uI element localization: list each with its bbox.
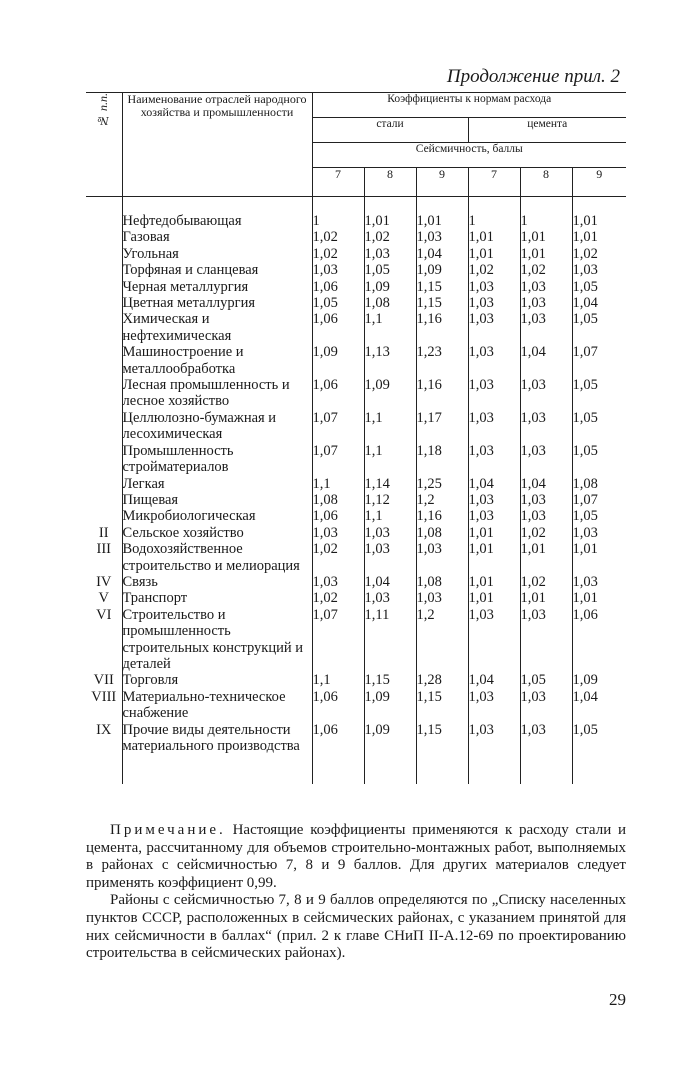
- coefficient-cell: 1,04: [416, 246, 468, 262]
- score-header: 9: [572, 168, 626, 197]
- coefficient-cell: 1,03: [468, 508, 520, 524]
- coefficient-cell: 1,05: [572, 410, 626, 443]
- row-number: VI: [96, 606, 112, 623]
- coefficient-cell: 1,01: [468, 574, 520, 590]
- coefficient-cell: 1,02: [468, 262, 520, 278]
- coefficient-cell: 1,03: [468, 311, 520, 344]
- coefficient-cell: 1,1: [364, 443, 416, 476]
- table-row: [86, 525, 626, 541]
- coefficient-cell: 1,07: [572, 344, 626, 377]
- coefficient-cell: 1,01: [468, 229, 520, 245]
- coefficient-cell: 1,14: [364, 476, 416, 492]
- note-paragraph-2: Районы с сейсмичностью 7, 8 и 9 баллов определяются по „Списку населенных пунктов СССР, расположенных в сейсмических районах, с указанием принятой для них сейсмичности в баллах“ (прил. 2 к главе СНиП II-А.12-69 по проектированию строительства в сейсмических районах).: [86, 892, 626, 962]
- industry-name: Пищевая: [122, 492, 312, 508]
- industry-name: Транспорт: [122, 590, 312, 606]
- coefficient-cell: 1: [520, 213, 572, 229]
- coefficient-cell: 1,06: [312, 508, 364, 524]
- cement-header: цемента: [468, 118, 626, 143]
- coefficient-cell: 1,01: [572, 229, 626, 245]
- coefficient-cell: 1,03: [468, 689, 520, 722]
- coefficient-cell: 1,04: [468, 672, 520, 688]
- coefficient-cell: 1,1: [364, 311, 416, 344]
- coefficient-cell: 1,09: [364, 377, 416, 410]
- coefficient-cell: 1,05: [572, 279, 626, 295]
- table-row: [86, 541, 626, 574]
- table-row: [86, 295, 626, 311]
- coefficient-cell: 1,09: [572, 672, 626, 688]
- steel-header: стали: [312, 118, 468, 143]
- coefficient-cell: 1,09: [312, 344, 364, 377]
- row-number: [86, 262, 122, 278]
- industry-name: Газовая: [122, 229, 312, 245]
- industry-name: Лесная промышленность и лесное хозяйство: [122, 377, 312, 410]
- table-row: [86, 229, 626, 245]
- coefficient-cell: 1,1: [312, 672, 364, 688]
- industry-name: Прочие виды деятельности материального производства: [122, 722, 312, 755]
- table-row: [86, 377, 626, 410]
- coefficient-cell: 1,09: [364, 722, 416, 755]
- coefficient-cell: 1,03: [520, 607, 572, 673]
- coefficient-cell: 1,03: [468, 279, 520, 295]
- coefficient-cell: 1,03: [416, 541, 468, 574]
- industry-name: Цветная металлургия: [122, 295, 312, 311]
- coefficient-cell: 1,05: [572, 377, 626, 410]
- coefficient-cell: 1,02: [312, 229, 364, 245]
- coefficient-cell: 1,03: [572, 574, 626, 590]
- coefficient-cell: 1,01: [416, 213, 468, 229]
- coefficient-cell: 1,13: [364, 344, 416, 377]
- coefficient-cell: 1,03: [364, 246, 416, 262]
- industry-name: Сельское хозяйство: [122, 525, 312, 541]
- coefficient-cell: 1,01: [520, 590, 572, 606]
- industry-name: Водохозяйственное строительство и мелиорация: [122, 541, 312, 574]
- coefficient-cell: 1,08: [572, 476, 626, 492]
- coefficient-cell: 1,1: [364, 410, 416, 443]
- coefficient-cell: 1,08: [416, 525, 468, 541]
- coefficient-cell: 1,03: [520, 722, 572, 755]
- industry-name: Микробиологическая: [122, 508, 312, 524]
- industry-name: Легкая: [122, 476, 312, 492]
- coefficient-cell: 1,01: [572, 541, 626, 574]
- coefficient-cell: 1,02: [520, 525, 572, 541]
- note-label: Примечание.: [110, 822, 226, 838]
- coefficient-cell: 1,08: [416, 574, 468, 590]
- coefficient-cell: 1,03: [520, 689, 572, 722]
- coefficient-cell: 1,05: [572, 722, 626, 755]
- coefficient-cell: 1,1: [312, 476, 364, 492]
- coefficient-cell: 1,28: [416, 672, 468, 688]
- row-number: II: [98, 524, 109, 541]
- table-row: [86, 689, 626, 722]
- row-number: [86, 295, 122, 311]
- row-number: [86, 279, 122, 295]
- coefficient-cell: 1,03: [312, 525, 364, 541]
- coefficient-cell: 1,03: [468, 443, 520, 476]
- coefficient-cell: 1,03: [520, 377, 572, 410]
- coefficient-cell: 1,03: [520, 508, 572, 524]
- coefficient-cell: 1,03: [364, 541, 416, 574]
- coefficient-cell: 1,05: [572, 508, 626, 524]
- coefficient-cell: 1,16: [416, 508, 468, 524]
- page-number: 29: [609, 990, 626, 1009]
- coefficient-cell: 1,09: [416, 262, 468, 278]
- coefficient-cell: 1,07: [312, 443, 364, 476]
- coefficient-cell: 1,03: [468, 722, 520, 755]
- coefficient-cell: 1,15: [364, 672, 416, 688]
- coefficient-cell: 1,11: [364, 607, 416, 673]
- coefficient-cell: 1,17: [416, 410, 468, 443]
- coefficient-cell: 1,15: [416, 689, 468, 722]
- coefficient-cell: 1,03: [520, 279, 572, 295]
- coefficient-cell: 1,03: [520, 443, 572, 476]
- coefficient-cell: 1,06: [312, 279, 364, 295]
- table-row: [86, 607, 626, 673]
- table-row: [86, 722, 626, 755]
- industry-name: Нефтедобывающая: [122, 213, 312, 229]
- row-number: [86, 311, 122, 344]
- coefficient-cell: 1,06: [312, 722, 364, 755]
- coefficient-cell: 1,15: [416, 279, 468, 295]
- row-number: VIII: [91, 688, 117, 705]
- coefficient-cell: 1,02: [312, 246, 364, 262]
- coefficient-cell: 1,01: [520, 246, 572, 262]
- coefficient-cell: 1,05: [572, 311, 626, 344]
- row-number: [86, 213, 122, 229]
- row-number: VII: [93, 672, 114, 689]
- score-header: 8: [520, 168, 572, 197]
- coefficient-cell: 1,04: [468, 476, 520, 492]
- coefficient-cell: 1,2: [416, 607, 468, 673]
- coefficient-cell: 1,03: [468, 410, 520, 443]
- coefficient-cell: 1,04: [572, 689, 626, 722]
- industry-name: Промышленность стройматериалов: [122, 443, 312, 476]
- industry-name: Химическая и нефтехимическая: [122, 311, 312, 344]
- industry-name: Строительство и промышленность строительных конструкций и деталей: [122, 607, 312, 673]
- table-row: [86, 246, 626, 262]
- row-number: [86, 377, 122, 410]
- coefficient-cell: 1,03: [416, 229, 468, 245]
- coefficient-cell: 1,02: [520, 574, 572, 590]
- table-row: [86, 344, 626, 377]
- row-number: IX: [96, 721, 112, 738]
- note-paragraph-1: Примечание. Настоящие коэффициенты применяются к расходу стали и цемента, рассчитанному для объемов строительно-монтажных работ, выполняемых в районах с сейсмичностью 7, 8 и 9 баллов. Для других материалов следует применять коэффициент 0,99.: [86, 822, 627, 891]
- coefficient-cell: 1,05: [520, 672, 572, 688]
- row-number: [86, 508, 122, 524]
- industry-name: Машиностроение и металлообработка: [122, 344, 312, 377]
- coefficient-cell: 1,02: [312, 590, 364, 606]
- industry-name: Материально-техническое снабжение: [122, 689, 312, 722]
- row-number: [86, 476, 122, 492]
- coefficient-cell: 1,03: [468, 377, 520, 410]
- coefficient-cell: 1,03: [468, 295, 520, 311]
- table-row: [86, 574, 626, 590]
- coefficient-cell: 1,08: [312, 492, 364, 508]
- coefficient-cell: 1,15: [416, 722, 468, 755]
- continuation-title: Продолжение прил. 2: [446, 66, 620, 87]
- coefficient-cell: 1,03: [520, 492, 572, 508]
- industry-name: Связь: [122, 574, 312, 590]
- row-number: [86, 344, 122, 377]
- coefficient-cell: 1: [468, 213, 520, 229]
- table-row: [86, 476, 626, 492]
- row-number: [86, 229, 122, 245]
- coefficient-cell: 1,02: [572, 246, 626, 262]
- industry-name: Черная металлургия: [122, 279, 312, 295]
- coefficient-cell: 1,15: [416, 295, 468, 311]
- coefficient-cell: 1,07: [312, 607, 364, 673]
- table-row: [86, 279, 626, 295]
- coefficient-cell: 1,18: [416, 443, 468, 476]
- coefficient-cell: 1,04: [364, 574, 416, 590]
- score-header: 8: [364, 168, 416, 197]
- table-row: [86, 508, 626, 524]
- coefficient-cell: 1,03: [520, 295, 572, 311]
- coefficient-cell: 1,03: [364, 590, 416, 606]
- coefficient-cell: 1,03: [572, 525, 626, 541]
- industry-name: Целлюлозно-бумажная и лесохимическая: [122, 410, 312, 443]
- row-number: IV: [96, 573, 112, 590]
- col-no-header: № п.п.: [86, 93, 122, 197]
- coefficient-cell: 1,02: [364, 229, 416, 245]
- score-header: 9: [416, 168, 468, 197]
- coefficient-cell: 1,16: [416, 311, 468, 344]
- coefficient-cell: 1,03: [416, 590, 468, 606]
- coefficient-cell: 1,2: [416, 492, 468, 508]
- coefficient-cell: 1,01: [468, 246, 520, 262]
- industry-name: Торговля: [122, 672, 312, 688]
- table-row: [86, 590, 626, 606]
- col-name-header: Наименование отраслей народного хозяйства и промышленности: [122, 93, 312, 197]
- table-row: [86, 311, 626, 344]
- coefficient-cell: 1,03: [312, 574, 364, 590]
- coefficient-cell: 1,05: [364, 262, 416, 278]
- coefficient-cell: 1,03: [468, 344, 520, 377]
- industry-name: Угольная: [122, 246, 312, 262]
- row-number: III: [96, 541, 111, 558]
- coefficient-cell: 1,25: [416, 476, 468, 492]
- coefficient-cell: 1,03: [468, 492, 520, 508]
- coefficient-cell: 1,01: [520, 229, 572, 245]
- coefficient-cell: 1,12: [364, 492, 416, 508]
- coefficient-cell: 1,01: [572, 213, 626, 229]
- table-row: [86, 213, 626, 229]
- coefficient-cell: 1,01: [468, 525, 520, 541]
- row-number: [86, 492, 122, 508]
- table-row: [86, 262, 626, 278]
- coefficient-cell: 1,03: [520, 410, 572, 443]
- coefficient-cell: 1,07: [572, 492, 626, 508]
- coefficient-cell: 1,03: [312, 262, 364, 278]
- coefficient-cell: 1,05: [572, 443, 626, 476]
- coefficient-cell: 1,07: [312, 410, 364, 443]
- coefficient-cell: 1,09: [364, 279, 416, 295]
- table-row: [86, 443, 626, 476]
- coefficient-cell: 1,1: [364, 508, 416, 524]
- coefficient-cell: 1: [312, 213, 364, 229]
- coefficient-cell: 1,06: [312, 311, 364, 344]
- coefficient-cell: 1,02: [520, 262, 572, 278]
- coefficient-cell: 1,23: [416, 344, 468, 377]
- row-number: [86, 443, 122, 476]
- row-number: [86, 246, 122, 262]
- coefficient-cell: 1,06: [312, 689, 364, 722]
- row-number: V: [98, 590, 109, 607]
- coefficient-cell: 1,04: [520, 344, 572, 377]
- coef-header: Коэффициенты к нормам расхода: [312, 93, 626, 118]
- coefficients-table: [86, 92, 626, 784]
- coefficient-cell: 1,03: [364, 525, 416, 541]
- coefficient-cell: 1,04: [520, 476, 572, 492]
- score-header: 7: [312, 168, 364, 197]
- seismic-header: Сейсмичность, баллы: [312, 143, 626, 168]
- coefficient-cell: 1,04: [572, 295, 626, 311]
- coefficient-cell: 1,02: [312, 541, 364, 574]
- coefficient-cell: 1,01: [520, 541, 572, 574]
- coefficient-cell: 1,05: [312, 295, 364, 311]
- coefficient-cell: 1,03: [468, 607, 520, 673]
- table-row: [86, 410, 626, 443]
- row-number: [86, 410, 122, 443]
- table-row: [86, 672, 626, 688]
- coefficient-cell: 1,01: [572, 590, 626, 606]
- coefficient-cell: 1,03: [520, 311, 572, 344]
- note-block: [86, 822, 626, 963]
- table-row: [86, 492, 626, 508]
- score-header: 7: [468, 168, 520, 197]
- coefficient-cell: 1,16: [416, 377, 468, 410]
- coefficient-cell: 1,01: [468, 541, 520, 574]
- industry-name: Торфяная и сланцевая: [122, 262, 312, 278]
- coefficient-cell: 1,09: [364, 689, 416, 722]
- coefficient-cell: 1,03: [572, 262, 626, 278]
- coefficient-cell: 1,06: [312, 377, 364, 410]
- coefficient-cell: 1,01: [364, 213, 416, 229]
- coefficient-cell: 1,01: [468, 590, 520, 606]
- coefficient-cell: 1,08: [364, 295, 416, 311]
- coefficient-cell: 1,06: [572, 607, 626, 673]
